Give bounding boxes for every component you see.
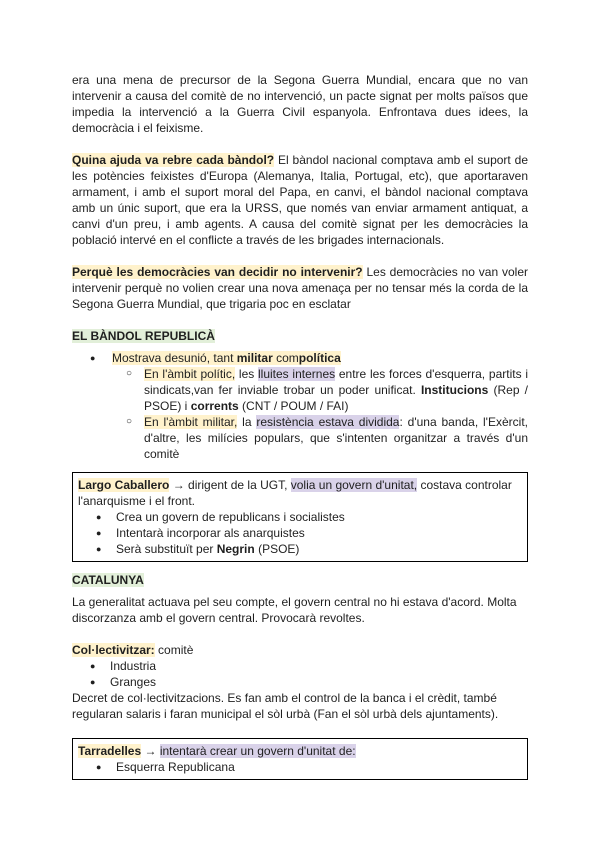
desunio-politica: política xyxy=(298,351,341,365)
republica-heading-text: EL BÀNDOL REPUBLICÀ xyxy=(72,329,215,343)
catalunya-paragraph: La generalitat actuava pel seu compte, el govern central no hi estava d'acord. Molta discorzanza amb el govern central. Provocarà revoltes. xyxy=(72,595,517,625)
catalunya-heading-text: CATALUNYA xyxy=(72,573,144,587)
sub1-d: entre les forces d'esquerra, partits i sindicats,van fer inviable trobar un poder unificat. xyxy=(144,367,528,397)
sub1-f: (Rep / PSOE) i xyxy=(144,383,528,413)
lluites-internes: lluites internes xyxy=(258,367,336,381)
republica-list xyxy=(72,350,528,462)
caballero-name: Largo Caballero xyxy=(78,478,170,492)
document-page xyxy=(72,72,528,780)
question-democracies-paragraph xyxy=(72,264,528,312)
intro-paragraph: era una mena de precursor de la Segona Guerra Mundial, encara que no van intervenir a causa del comitè de no intervenció, un pacte signat per molts països que impedia la intervenció a la Guerra Civil espanyola. Enfrontava dues idees, la democràcia i el feixisme. xyxy=(72,73,528,135)
list-item xyxy=(72,350,528,462)
caballero-rest: costava controlar l'anarquisme i el front. xyxy=(78,478,512,508)
caballero-wanted: volia un govern d'unitat, xyxy=(290,478,418,492)
tarradelles-line xyxy=(78,743,522,759)
list-item xyxy=(72,366,528,414)
question-help: Quina ajuda va rebre cada bàndol? xyxy=(72,153,275,167)
list-item: ● Granges xyxy=(72,674,528,690)
desunio-com: com xyxy=(272,351,299,365)
republica-sublist xyxy=(72,366,528,462)
question-democracies: Perquè les democràcies van decidir no intervenir? xyxy=(72,265,363,279)
caballero-box xyxy=(72,472,528,562)
question-help-paragraph xyxy=(72,152,528,248)
list-item: ● Industria xyxy=(72,658,528,674)
desunio-text xyxy=(112,351,341,365)
list-item: ● Crea un govern de republicans i socialistes xyxy=(78,509,522,525)
catalunya-heading xyxy=(72,572,528,588)
list-item: ● Esquerra Republicana xyxy=(78,759,522,775)
list-item xyxy=(78,541,522,557)
caballero-list xyxy=(78,509,522,557)
negrin: Negrin xyxy=(216,542,255,556)
corrents: corrents xyxy=(190,399,239,413)
sub1-h: (CNT / POUM / FAI) xyxy=(238,399,349,413)
institucions: Institucions xyxy=(420,383,489,397)
answer-democracies: Les democràcies no van voler intervenir perquè no volien crear una nova amenaça per no tensar més la corda de la Segona Guerra Mundial, que trigaria poc en esclatar xyxy=(72,265,528,311)
caballero-arrow: → dirigent de la UGT, xyxy=(169,478,291,492)
item3-a: Serà substituït per xyxy=(116,542,217,556)
collect-paragraph: Decret de col·lectivitzacions. Es fan amb el control de la banca i el crèdit, també regularan salaris i faran municipal el sòl urbà (Fan el sòl urbà dels ajuntaments). xyxy=(72,691,499,721)
item3-c: (PSOE) xyxy=(254,542,300,556)
tarradelles-name: Tarradelles xyxy=(78,744,142,758)
tarradelles-arrow: → xyxy=(141,744,160,758)
ambit-militar: En l'àmbit militar, xyxy=(144,415,238,429)
collect-after: comitè xyxy=(154,643,194,657)
list-item: ● Intentarà incorporar als anarquistes xyxy=(78,525,522,541)
collect-line xyxy=(72,642,528,658)
tarradelles-text: intentarà crear un govern d'unitat de: xyxy=(159,744,356,758)
desunio-militar: militar xyxy=(236,351,273,365)
answer-help: El bàndol nacional comptava amb el suport de les potències feixistes d'Europa (Alemanya, Italia, Portugal, etc), que aportaraven armament, i amb el suport moral del Papa, en canvi, el bàndol nacional comptava amb un únic suport, que era la URSS, que només van enviar armament antiquat, a canvi d'un preu, i amb agents. A causa del comitè signat per les democràcies la població intervé en el conflicte a través de les brigades internacionals. xyxy=(72,153,528,247)
sub2-d: : d'una banda, l'Exèrcit, d'altre, les milícies populars, que s'intenten organitzar a través d'un comitè xyxy=(144,415,528,461)
ambit-politic: En l'àmbit polític, xyxy=(144,367,236,381)
tarradelles-list xyxy=(78,759,522,775)
caballero-line xyxy=(78,477,522,509)
resistencia-dividida: resistència estava dividida xyxy=(256,415,400,429)
sub2-b: la xyxy=(237,415,257,429)
tarradelles-box xyxy=(72,738,528,780)
republica-heading xyxy=(72,328,528,344)
collect-label: Col·lectivitzar: xyxy=(72,643,155,657)
desunio-a: Mostrava desunió, tant xyxy=(112,351,237,365)
sub1-b: les xyxy=(235,367,258,381)
list-item xyxy=(72,414,528,462)
collect-list xyxy=(72,658,528,690)
